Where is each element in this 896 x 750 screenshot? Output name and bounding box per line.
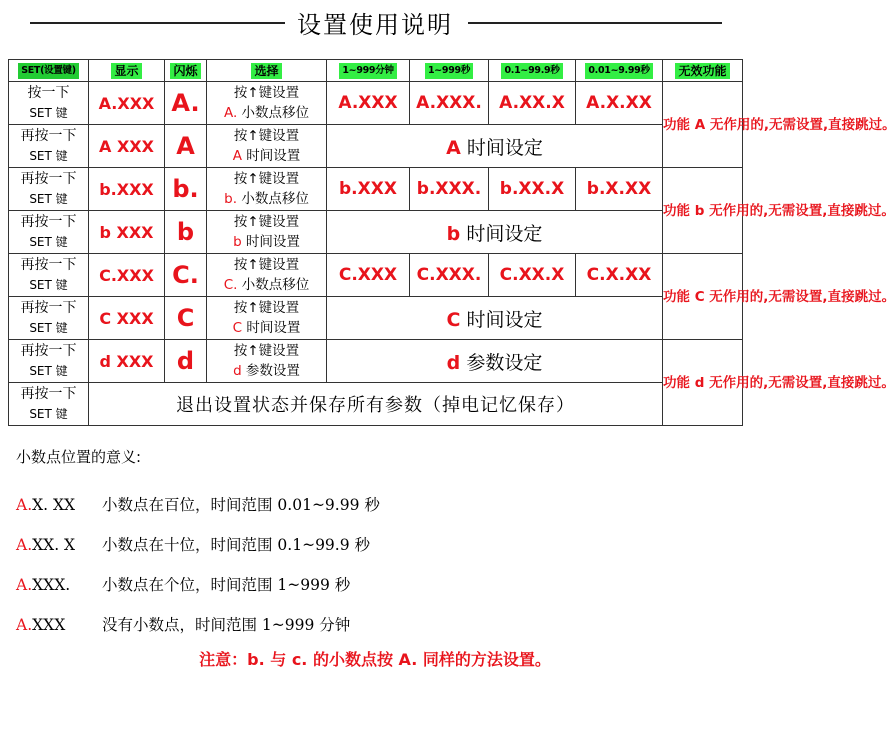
select-cell: 按↑键设置 A. 小数点移位: [207, 82, 327, 125]
select-cell: 按↑键设置 C 时间设置: [207, 297, 327, 340]
decimal-notes-title: 小数点位置的意义:: [16, 448, 142, 466]
display-cell: C XXX: [89, 297, 165, 340]
note-code: A.X. XX: [16, 496, 76, 514]
display-cell: A.XXX: [89, 82, 165, 125]
list-item: [16, 493, 380, 533]
invalid-note-a: 功能 A 无作用的,无需设置,直接跳过。: [663, 82, 743, 168]
display-cell: C.XXX: [89, 254, 165, 297]
mode-cell: A.X.XX: [576, 82, 663, 125]
set-key-cell: 再按一下 SET 键: [9, 383, 89, 426]
list-item: [16, 533, 380, 573]
blink-cell: A.: [165, 82, 207, 125]
decimal-notes: [16, 446, 380, 653]
note-text: 小数点在十位，时间范围 0.1~99.9 秒: [102, 536, 371, 554]
settings-table: [8, 59, 896, 426]
note-code: A.XXX.: [16, 576, 71, 594]
header-range-1: 1~999分钟: [327, 60, 410, 82]
set-key-cell: 再按一下 SET 键: [9, 211, 89, 254]
title-bar: [0, 2, 750, 42]
blink-cell: d: [165, 340, 207, 383]
mode-cell: A.XXX: [327, 82, 410, 125]
header-display: 显示: [89, 60, 165, 82]
invalid-note-b: 功能 b 无作用的,无需设置,直接跳过。: [663, 168, 743, 254]
table-header-row: [9, 60, 743, 82]
display-cell: b XXX: [89, 211, 165, 254]
time-setting-cell: b 时间设定: [327, 211, 663, 254]
note-text: 小数点在百位，时间范围 0.01~9.99 秒: [102, 496, 380, 514]
parameter-setting-cell: d 参数设定: [327, 340, 663, 383]
set-key-cell: 按一下 SET 键: [9, 82, 89, 125]
note-code: A.XXX: [16, 616, 66, 634]
table-row: [9, 125, 743, 168]
note-text: 没有小数点，时间范围 1~999 分钟: [102, 616, 351, 634]
exit-save-cell: 退出设置状态并保存所有参数（掉电记忆保存）: [89, 383, 663, 426]
set-key-cell: 再按一下 SET 键: [9, 297, 89, 340]
mode-cell: C.XXX.: [410, 254, 489, 297]
set-key-cell: 再按一下 SET 键: [9, 340, 89, 383]
blink-cell: C: [165, 297, 207, 340]
mode-cell: b.XXX: [327, 168, 410, 211]
select-cell: 按↑键设置 A 时间设置: [207, 125, 327, 168]
header-range-4: 0.01~9.99秒: [576, 60, 663, 82]
mode-cell: C.XXX: [327, 254, 410, 297]
note-code: A.XX. X: [16, 536, 76, 554]
list-item: [16, 573, 380, 613]
header-blink: 闪烁: [165, 60, 207, 82]
display-cell: d XXX: [89, 340, 165, 383]
table-row: [9, 168, 743, 211]
time-setting-cell: A 时间设定: [327, 125, 663, 168]
select-cell: 按↑键设置 d 参数设置: [207, 340, 327, 383]
table-row: [9, 211, 743, 254]
table-row: [9, 82, 743, 125]
mode-cell: b.XXX.: [410, 168, 489, 211]
blink-cell: b.: [165, 168, 207, 211]
blink-cell: b: [165, 211, 207, 254]
select-cell: 按↑键设置 b 时间设置: [207, 211, 327, 254]
header-invalid: 无效功能: [663, 60, 743, 82]
mode-cell: C.XX.X: [489, 254, 576, 297]
display-cell: b.XXX: [89, 168, 165, 211]
mode-cell: A.XXX.: [410, 82, 489, 125]
set-key-cell: 再按一下 SET 键: [9, 125, 89, 168]
table-row: [9, 297, 743, 340]
blink-cell: C.: [165, 254, 207, 297]
mode-cell: C.X.XX: [576, 254, 663, 297]
header-set-key: SET(设置键): [9, 60, 89, 82]
invalid-note-c: 功能 C 无作用的,无需设置,直接跳过。: [663, 254, 743, 340]
table-row: [9, 340, 743, 383]
select-cell: 按↑键设置 C. 小数点移位: [207, 254, 327, 297]
mode-cell: b.X.XX: [576, 168, 663, 211]
display-cell: A XXX: [89, 125, 165, 168]
blink-cell: A: [165, 125, 207, 168]
warning-note: 注意：b. 与 c. 的小数点按 A. 同样的方法设置。: [199, 650, 551, 669]
header-select: 选择: [207, 60, 327, 82]
invalid-note-d: 功能 d 无作用的,无需设置,直接跳过。: [663, 340, 743, 426]
note-text: 小数点在个位，时间范围 1~999 秒: [102, 576, 351, 594]
page-title: 设置使用说明: [291, 11, 459, 39]
set-key-cell: 再按一下 SET 键: [9, 168, 89, 211]
table-row: [9, 383, 743, 426]
table-row: [9, 254, 743, 297]
mode-cell: A.XX.X: [489, 82, 576, 125]
header-range-3: 0.1~99.9秒: [489, 60, 576, 82]
select-cell: 按↑键设置 b. 小数点移位: [207, 168, 327, 211]
header-range-2: 1~999秒: [410, 60, 489, 82]
time-setting-cell: C 时间设定: [327, 297, 663, 340]
set-key-cell: 再按一下 SET 键: [9, 254, 89, 297]
mode-cell: b.XX.X: [489, 168, 576, 211]
